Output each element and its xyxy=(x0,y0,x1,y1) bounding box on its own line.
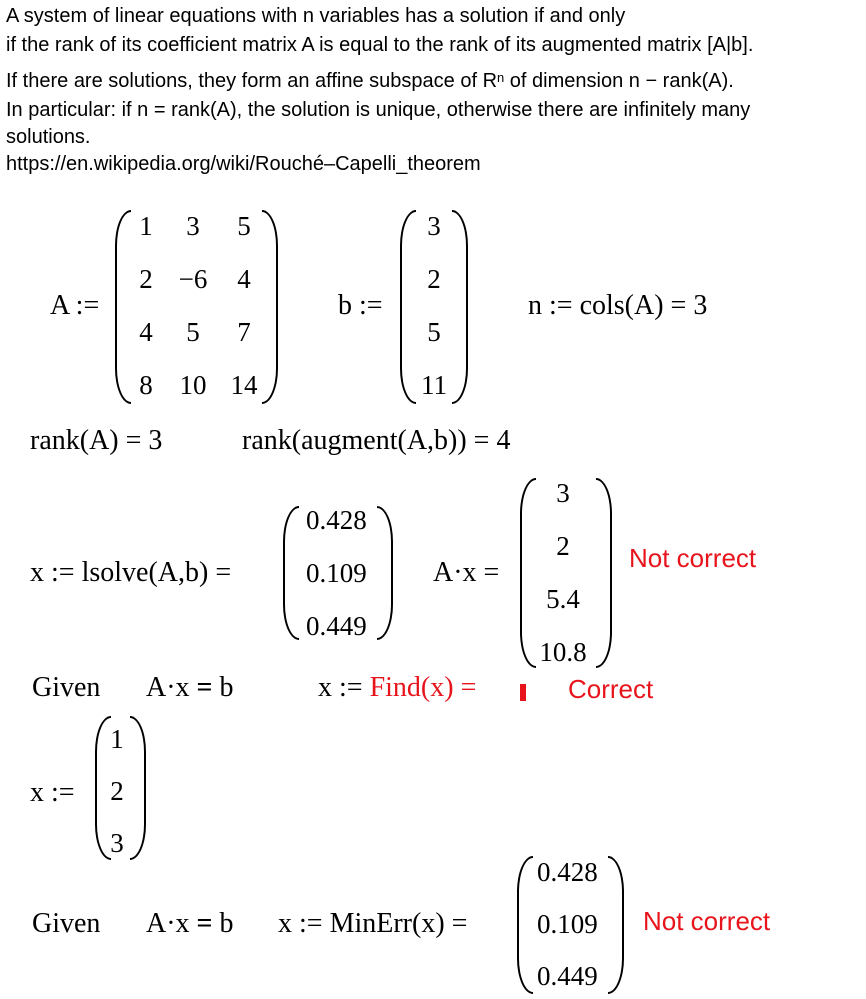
A-matrix-cell: 10 xyxy=(179,370,207,400)
minerr-expression: x := MinErr(x) = xyxy=(278,908,468,939)
A-matrix-cell: 8 xyxy=(139,370,153,400)
Ax-right-bracket xyxy=(596,478,612,668)
intro-line-5: solutions. xyxy=(6,126,91,148)
x-vector-cell: 1 xyxy=(110,724,124,754)
A-matrix-cell: 4 xyxy=(237,264,251,294)
A-matrix-cell: 5 xyxy=(186,317,200,347)
rank-augmented: rank(augment(A,b)) = 4 xyxy=(242,425,511,456)
A-label: A := xyxy=(50,290,100,321)
minerr-given: Given xyxy=(32,908,101,939)
x-vector-cell: 2 xyxy=(110,776,124,806)
minerr-result-cell: 0.428 xyxy=(537,857,598,887)
intro-line-2: if the rank of its coefficient matrix A is equal to the rank of its augmented matrix [A|b]. xyxy=(6,34,754,56)
A-matrix-cell: 3 xyxy=(186,211,200,241)
error-cursor-icon xyxy=(520,684,526,701)
A-matrix-cell: 14 xyxy=(230,370,258,400)
find-given: Given xyxy=(32,672,101,703)
Ax-result-cell: 3 xyxy=(556,478,570,508)
minerr-equation: A·x = b xyxy=(146,908,234,939)
lsolve-expression: x := lsolve(A,b) = xyxy=(30,557,232,588)
lsolve-result-cell: 0.109 xyxy=(306,558,367,588)
intro-line-1: A system of linear equations with n variables has a solution if and only xyxy=(6,5,626,27)
Ax-result-cell: 2 xyxy=(556,531,570,561)
find-verdict: Correct xyxy=(568,674,654,704)
n-cols-expression: n := cols(A) = 3 xyxy=(528,290,708,321)
lsolve-left-bracket xyxy=(283,506,299,640)
Ax-result-cell: 5.4 xyxy=(546,584,580,614)
wikipedia-link[interactable]: https://en.wikipedia.org/wiki/Rouché–Capelli_theorem xyxy=(6,153,481,175)
A-matrix-cell: 7 xyxy=(237,317,251,347)
b-vector-cell: 11 xyxy=(421,370,447,400)
lsolve-right-bracket xyxy=(377,506,393,640)
lsolve-verdict: Not correct xyxy=(629,543,757,573)
minerr-left-bracket xyxy=(517,856,533,994)
lsolve-result-cell: 0.449 xyxy=(306,611,367,641)
minerr-verdict: Not correct xyxy=(643,906,771,936)
b-label: b := xyxy=(338,290,383,321)
x-vector-cell: 3 xyxy=(110,828,124,858)
minerr-result-cell: 0.109 xyxy=(537,909,598,939)
Ax-result-cell: 10.8 xyxy=(539,637,587,667)
find-equation: A·x = b xyxy=(146,672,234,703)
lsolve-result-cell: 0.428 xyxy=(306,505,367,535)
minerr-right-bracket xyxy=(608,856,624,994)
b-vector-cell: 2 xyxy=(427,264,441,294)
rank-A: rank(A) = 3 xyxy=(30,425,163,456)
A-matrix-cell: 4 xyxy=(139,317,153,347)
intro-line-3: If there are solutions, they form an affine subspace of $R^n$ of dimension n − rank(A). xyxy=(6,70,734,92)
A-matrix-cell: 2 xyxy=(139,264,153,294)
intro-line-4: In particular: if n = rank(A), the solution is unique, otherwise there are infinitely many xyxy=(6,99,751,121)
minerr-result-cell: 0.449 xyxy=(537,961,598,991)
find-expression: x := Find(x) = xyxy=(318,672,477,703)
b-vector-cell: 5 xyxy=(427,317,441,347)
A-matrix-cell: 1 xyxy=(139,211,153,241)
x-label: x := xyxy=(30,777,75,808)
A-matrix-cell: 5 xyxy=(237,211,251,241)
A-matrix-cell: −6 xyxy=(178,264,208,294)
b-vector-cell: 3 xyxy=(427,211,441,241)
Ax-label: A·x = xyxy=(433,557,500,588)
